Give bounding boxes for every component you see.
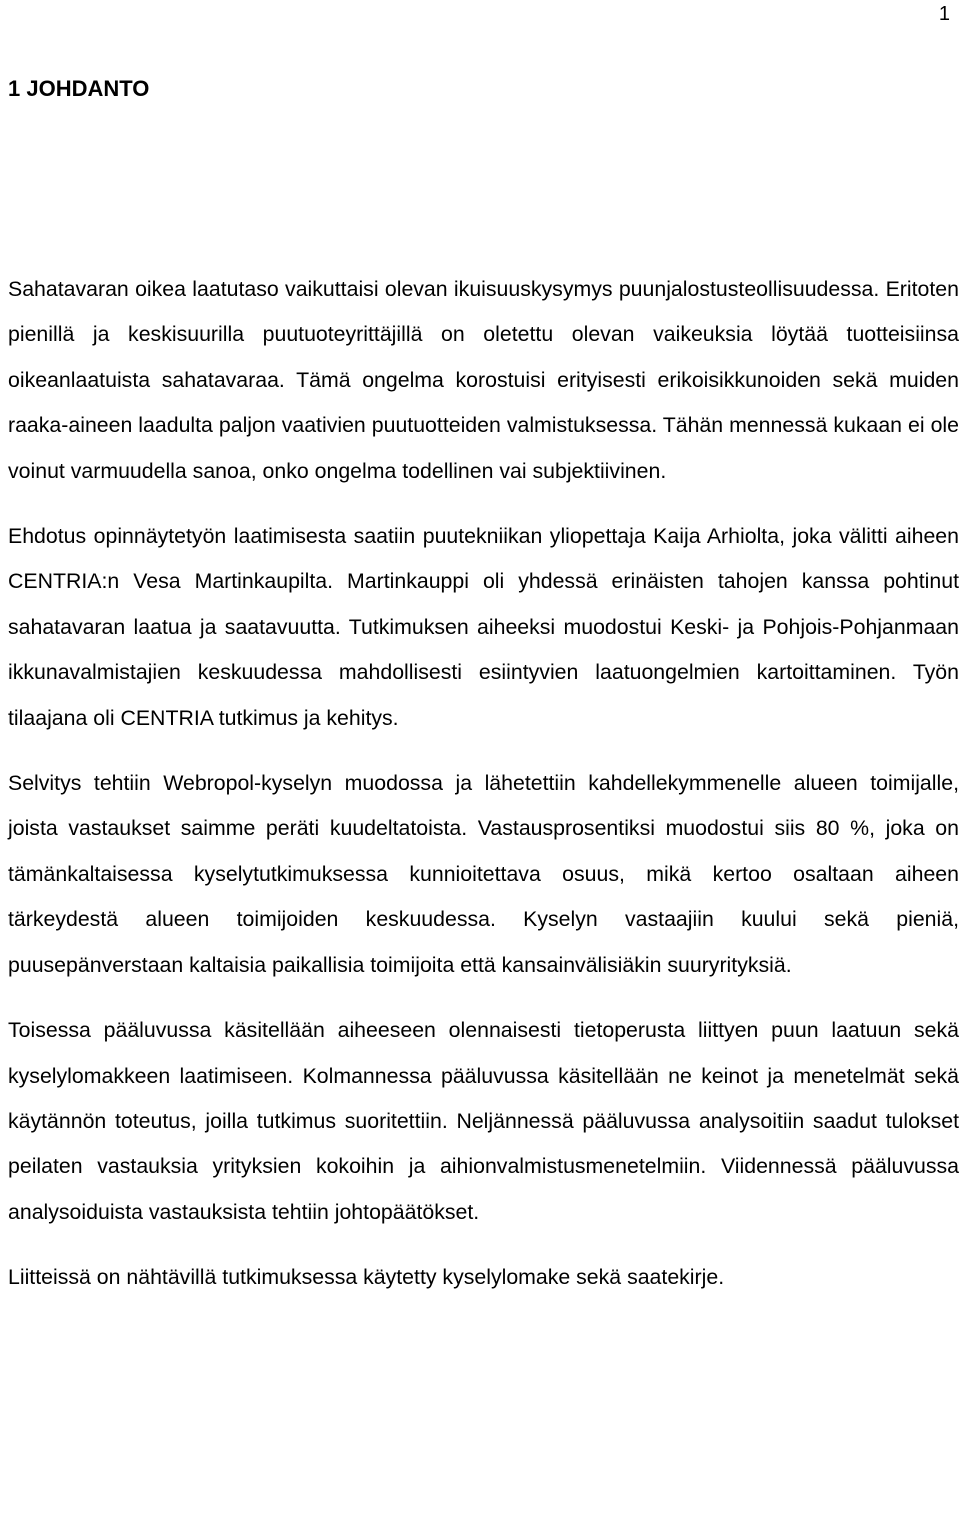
paragraph-structure: Toisessa pääluvussa käsitellään aiheeseen olennaisesti tietoperusta liittyen puun laatuun sekä kyselylomakkeen laatimiseen. Kolmannessa pääluvussa käsitellään ne keinot ja menetelmät sekä käytännön toteutus, joilla tutkimus suoritettiin. Neljännessä pääluvussa analysoitiin saadut tulokset peilaten vastauksia yrityksien kokoihin ja aihionvalmistusmenetelmiin. Viidennessä pääluvussa analysoiduista vastauksista tehtiin johtopäätökset.: [8, 1018, 959, 1224]
page-number: 1: [938, 3, 950, 25]
paragraph-appendices: Liitteissä on nähtävillä tutkimuksessa käytetty kyselylomake sekä saatekirje.: [8, 1265, 725, 1290]
paragraph-background: Ehdotus opinnäytetyön laatimisesta saatiin puutekniikan yliopettaja Kaija Arhiolta, joka välitti aiheen CENTRIA:n Vesa Martinkaupilta. Martinkauppi oli yhdessä erinäisten tahojen kanssa pohtinut sahatavaran laatua ja saatavuutta. Tutkimuksen aiheeksi muodostui Keski- ja Pohjois-Pohjanmaan ikkunavalmistajien keskuudessa mahdollisesti esiintyvien laatuongelmien kartoittaminen. Työn tilaajana oli CENTRIA tutkimus ja kehitys.: [8, 524, 959, 730]
document-body: [8, 267, 959, 1321]
paragraph-introduction: Sahatavaran oikea laatutaso vaikuttaisi olevan ikuisuuskysymys puunjalostusteollisuudessa. Eritoten pienillä ja keskisuurilla puutuoteyrittäjillä on oletettu olevan vaikeuksia löytää tuotteisiinsa oikeanlaatuista sahatavaraa. Tämä ongelma korostuisi erityisesti erikoisikkunoiden sekä muiden raaka-aineen laadulta paljon vaativien puutuotteiden valmistuksessa. Tähän mennessä kukaan ei ole voinut varmuudella sanoa, onko ongelma todellinen vai subjektiivinen.: [8, 277, 959, 483]
paragraph-survey: Selvitys tehtiin Webropol-kyselyn muodossa ja lähetettiin kahdellekymmenelle alueen toimijalle, joista vastaukset saimme peräti kuudeltatoista. Vastausprosentiksi muodostui siis 80 %, joka on tämänkaltaisessa kyselytutkimuksessa kunnioitettava osuus, mikä kertoo osaltaan aiheen tärkeydestä alueen toimijoiden keskuudessa. Kyselyn vastaajiin kuului sekä pieniä, puusepänverstaan kaltaisia paikallisia toimijoita että kansainvälisiäkin suuryrityksiä.: [8, 771, 959, 977]
chapter-heading: 1 JOHDANTO: [8, 76, 150, 101]
